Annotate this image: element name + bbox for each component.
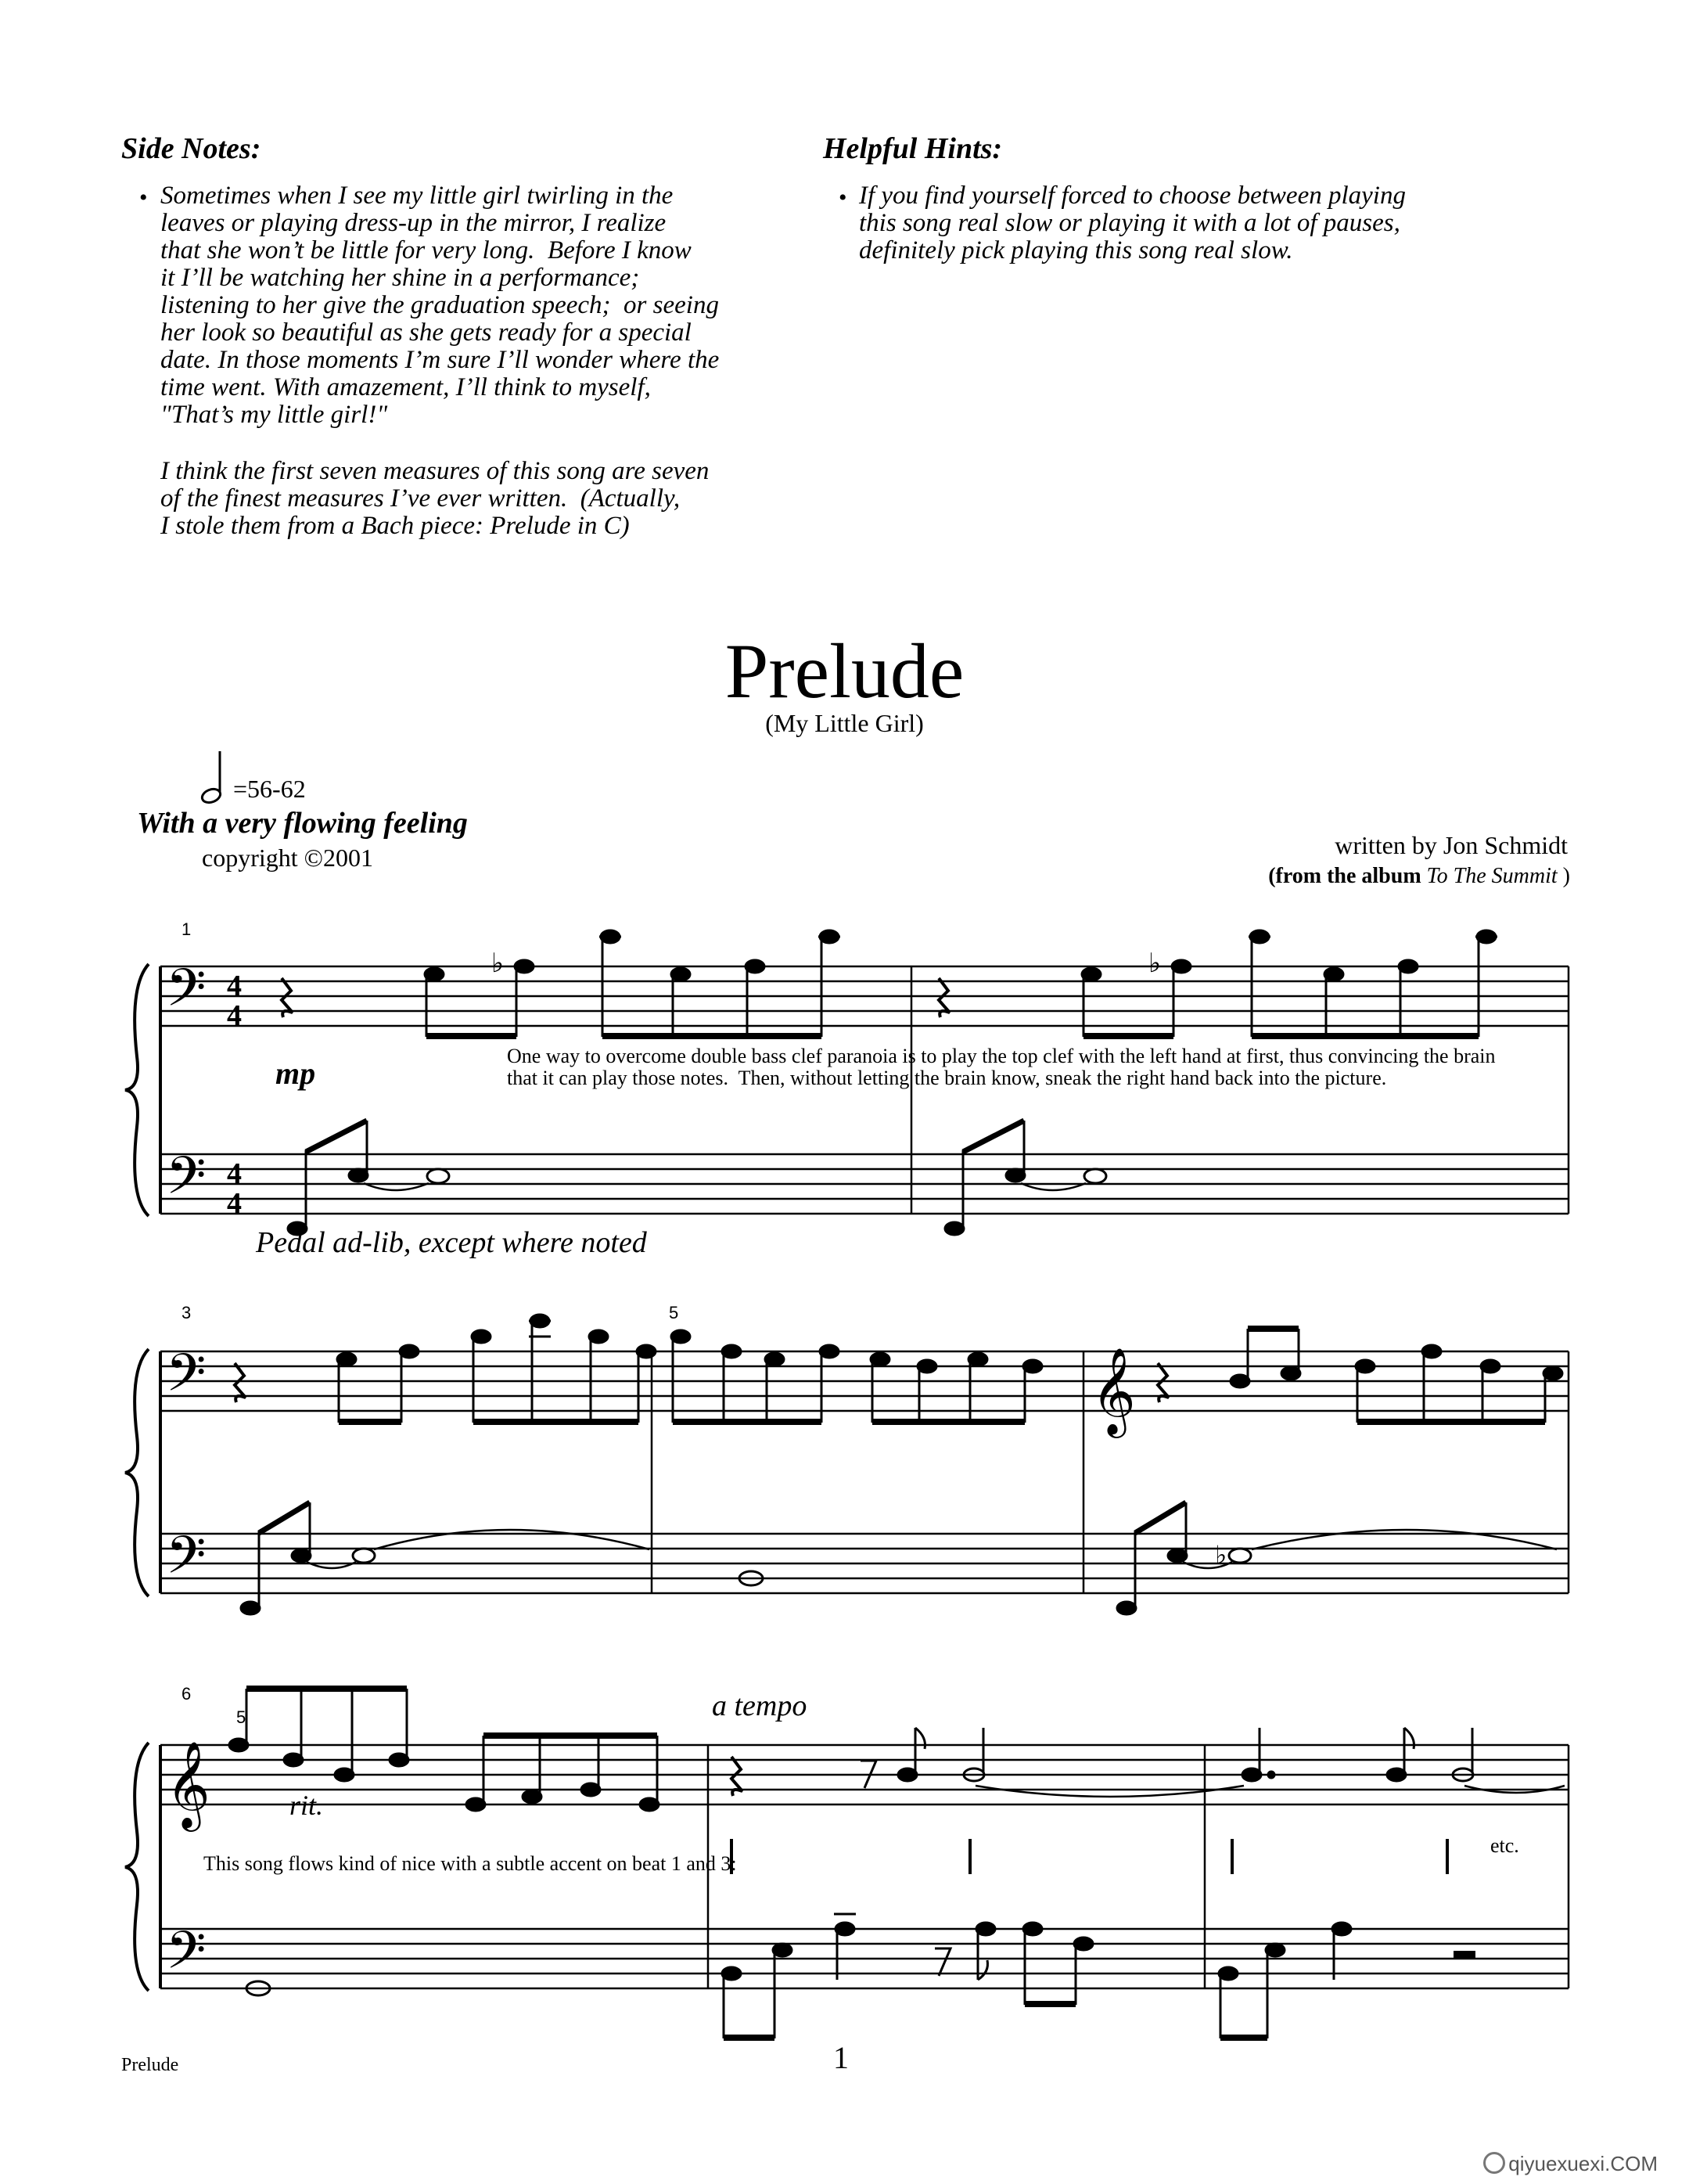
bass-clef-icon: 𝄢: [166, 1525, 207, 1598]
accent-instruction: This song flows kind of nice with a subtle accent on beat 1 and 3:: [203, 1852, 737, 1875]
time-signature: 4: [227, 970, 242, 1002]
quarter-rest-icon: [282, 978, 293, 1017]
svg-text:♭: ♭: [1148, 948, 1162, 979]
bass-clef-icon: 𝄢: [166, 1343, 207, 1416]
notes-measure-3-4: [337, 1315, 1042, 1425]
side-notes-heading: Side Notes:: [121, 132, 261, 165]
quarter-rest-icon: [939, 978, 950, 1017]
measure-number: 3: [181, 1303, 192, 1322]
watermark: [1483, 2152, 1658, 2176]
notes-measure-7-8: [731, 1728, 1565, 1874]
expression-marking: With a very flowing feeling: [137, 807, 468, 840]
time-signature: 4: [227, 999, 242, 1032]
rit-marking: rit.: [289, 1790, 324, 1821]
svg-text:♭: ♭: [491, 948, 505, 979]
svg-text:♭: ♭: [1215, 1540, 1227, 1570]
time-signature: 4: [227, 1157, 242, 1190]
bass-clef-instruction: One way to overcome double bass clef paranoia is to play the top clef with the left hand at first, thus convincing the brain that it can play those notes. Then, without letting the brain know, sneak the right hand back into the picture.: [507, 1045, 1496, 1089]
bass-clef-icon: 𝄢: [166, 1146, 207, 1218]
composer: written by Jon Schmidt: [1335, 831, 1568, 859]
tempo-marking: =56-62: [233, 775, 306, 803]
half-note-icon: [199, 747, 231, 810]
measure-number: 5: [669, 1303, 679, 1322]
watermark-logo-icon: [1483, 2152, 1505, 2174]
song-title: Prelude: [724, 628, 965, 714]
time-signature: 4: [227, 1187, 242, 1220]
copyright: copyright ©2001: [202, 844, 373, 872]
page-number: 1: [833, 2040, 849, 2075]
album-name: To The Summit: [1426, 864, 1558, 888]
quarter-rest-icon: [235, 1363, 246, 1402]
dynamic-marking: mp: [275, 1056, 316, 1091]
song-subtitle: (My Little Girl): [765, 709, 924, 737]
notes-measure-1: [425, 930, 840, 1039]
album-prefix: (from the album: [1268, 864, 1421, 888]
fingering: 5: [236, 1707, 246, 1727]
footer-title: Prelude: [121, 2055, 179, 2075]
side-notes-paragraph-2: I think the first seven measures of this song are seven of the finest measures I’ve ever written. (Actually, I stole them from a Bach piece: Prelude in C): [160, 457, 710, 540]
quarter-rest-icon: [1158, 1363, 1169, 1402]
a-tempo-marking: a tempo: [712, 1689, 807, 1722]
pedal-instruction: Pedal ad-lib, except where noted: [256, 1226, 647, 1259]
measure-number: 6: [181, 1684, 192, 1704]
bass-clef-icon: 𝄢: [166, 1920, 207, 1993]
etc-text: etc.: [1490, 1834, 1519, 1857]
side-notes-bullet: •: [139, 185, 148, 210]
notes-measure-2: [1082, 930, 1497, 1039]
album-credit: [1268, 864, 1570, 889]
treble-clef-icon: 𝄞: [1091, 1347, 1136, 1434]
side-notes-paragraph-1: Sometimes when I see my little girl twirling in the leaves or playing dress-up in the mirror, I realize that she won’t be little for very long. Before I know it I’ll be watching her shine in a performance; listening to her give the graduation speech; or seeing her look so beautiful as she gets ready for a special date. In those moments I’m sure I’ll wonder where the time went. With amazement, I’ll think to myself, "That’s my little girl!": [160, 182, 720, 429]
bass-notes-system-3: [246, 1914, 1475, 2041]
helpful-hints-paragraph: If you find yourself forced to choose between playing this song real slow or playing it with a lot of pauses, definitely pick playing this song real slow.: [859, 182, 1406, 264]
watermark-text: qiyuexuexi.COM: [1508, 2152, 1658, 2175]
bass-notes-system-2: [241, 1502, 1557, 1614]
measure-number: 1: [181, 919, 192, 939]
album-suffix: ): [1562, 864, 1570, 888]
helpful-hints-heading: Helpful Hints:: [823, 132, 1003, 165]
bass-clef-icon: 𝄢: [166, 958, 207, 1031]
treble-clef-icon: 𝄞: [166, 1740, 210, 1828]
bass-notes-system-1: [288, 1121, 1106, 1235]
helpful-hints-bullet: •: [839, 185, 847, 210]
music-system-2: [0, 1291, 1689, 1635]
